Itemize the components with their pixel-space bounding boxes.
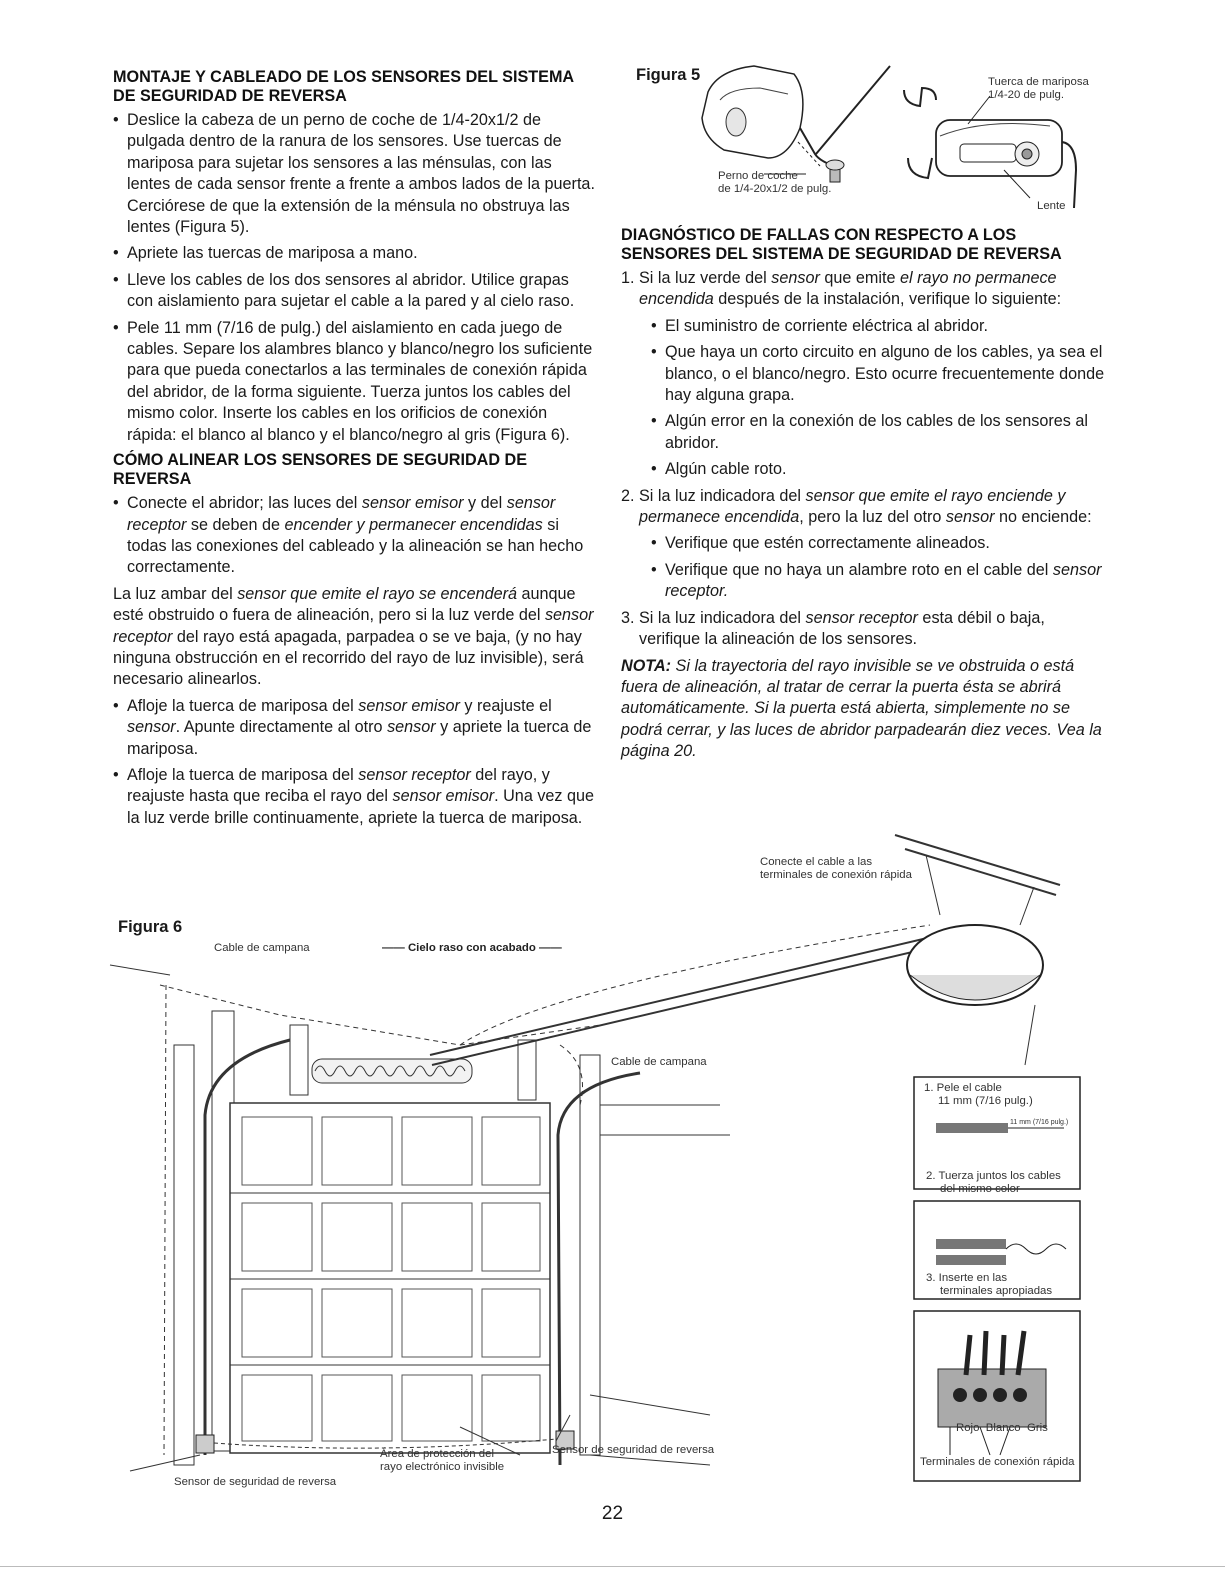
list-item: • Afloje la tuerca de mariposa del sensor emisor y reajuste el sensor. Apunte directamente al otro sensor y apriete la tuerca de mariposa. — [113, 696, 599, 760]
section-heading-mounting: MONTAJE Y CABLEADO DE LOS SENSORES DEL SISTEMA DE SEGURIDAD DE REVERSA — [113, 68, 574, 105]
list-item: • Pele 11 mm (7/16 de pulg.) del aislamiento en cada juego de cables. Separe los alambres blanco y blanco/negro los suficiente para que pueda conectarlos a las terminales de conexión rápida del abridor, de la forma siguiente. Tuerza juntos los cables del mismo color. Inserte los cables en los orificios de conexión rápida: el blanco al blanco y el blanco/negro al gris (Figura 6). — [113, 318, 599, 446]
page-number: 22 — [601, 1503, 624, 1524]
sensor-right-label: Sensor de seguridad de reversa — [552, 1444, 715, 1456]
align-paragraph: La luz ambar del sensor que emite el rayo se encenderá aunque esté obstruido o fuera de alineación, pero si la luz verde del sensor receptor del rayo está apagada, parpadea o se ve baja, (y no hay ninguna obstrucción en el recorrido del rayo de luz invisible), será necesario alinearlos. — [113, 584, 594, 689]
bell-wire-label-2: Cable de campana — [611, 1056, 707, 1068]
list-item: • Que haya un corto circuito en alguno de los cables, ya sea el blanco, o el blanco/negro. Esto ocurre frecuentemente donde hay alguna grapa. — [639, 342, 1109, 406]
note-paragraph: NOTA: Si la trayectoria del rayo invisible se ve obstruida o está fuera de alineación, al tratar de cerrar la puerta ésta se abrirá automáticamente. Si la puerta está abierta, simplemente no se podrá cerrar, y las luces de abridor parpadearán diez veces. Vea la página 20. — [621, 656, 1102, 761]
step-2-label: 2. Tuerza juntos los cables del mismo color — [926, 1170, 1061, 1195]
bell-wire-label-1: Cable de campana — [214, 942, 310, 954]
terminals-caption: Terminales de conexión rápida — [920, 1456, 1075, 1468]
step-3-label: 3. Inserte en las terminales apropiadas — [926, 1272, 1053, 1297]
connect-wire-label: Conecte el cable a las terminales de conexión rápida — [760, 856, 912, 881]
figure-6-illustration — [100, 815, 1100, 1495]
list-item: 2. Si la luz indicadora del sensor que emite el rayo enciende y permanece encendida, pero la luz del otro sensor no enciende: • Verifique que estén correctamente alineados. • Verifique que no haya un alambre roto en el cable del sensor receptor. — [621, 486, 1109, 603]
mounting-steps — [113, 110, 599, 446]
lens-label: Lente — [1037, 200, 1066, 212]
list-item: • Verifique que estén correctamente alineados. — [639, 533, 1109, 554]
list-item: 1. Si la luz verde del sensor que emite el rayo no permanece encendida después de la instalación, verifique lo siguiente: • El suministro de corriente eléctrica al abridor. • Que haya un corto circuito en alguno de los cables, ya sea el blanco, o el blanco/negro. Esto ocurre frecuentemente donde hay alguna grapa. • Algún error en la conexión de los cables de los sensores al abridor. • Algún cable roto. — [621, 268, 1109, 481]
figure-6-label: Figura 6 — [118, 918, 183, 936]
section-heading-diagnostics: DIAGNÓSTICO DE FALLAS CON RESPECTO A LOS SENSORES DEL SISTEMA DE SEGURIDAD DE REVERSA — [621, 226, 1062, 263]
right-column — [621, 226, 1109, 768]
left-column — [113, 68, 599, 834]
align-steps-a — [113, 493, 599, 579]
align-steps-b — [113, 696, 599, 829]
ceiling-label: —— Cielo raso con acabado —— — [382, 942, 562, 954]
page-bottom-rule — [0, 1566, 1225, 1567]
list-item: • Algún error en la conexión de los cables de los sensores al abridor. — [639, 411, 1109, 454]
protection-area-label: Área de protección del rayo electrónico invisible — [380, 1448, 505, 1473]
list-item: • Lleve los cables de los dos sensores al abridor. Utilice grapas con aislamiento para sujetar el cable a la pared y al cielo raso. — [113, 270, 599, 313]
wire-colors-label: Rojo Blanco Gris — [956, 1422, 1048, 1434]
step-1-label: 1. Pele el cable 11 mm (7/16 pulg.) — [924, 1082, 1033, 1107]
diagnostic-steps — [621, 268, 1109, 651]
wing-nut-label: Tuerca de mariposa 1/4-20 de pulg. — [988, 76, 1089, 101]
figure-5-label: Figura 5 — [636, 66, 701, 84]
list-item: • Algún cable roto. — [639, 459, 1109, 480]
section-heading-align: CÓMO ALINEAR LOS SENSORES DE SEGURIDAD DE REVERSA — [113, 451, 528, 488]
list-item: • Deslice la cabeza de un perno de coche de 1/4-20x1/2 de pulgada dentro de la ranura de los sensores. Use tuercas de mariposa para sujetar los sensores a las ménsulas, con las lentes de cada sensor frente a frente a ambos lados de la puerta. Cerciórese de que la extensión de la ménsula no obstruya las lentes (Figura 5). — [113, 110, 599, 238]
sensor-left-label: Sensor de seguridad de reversa — [174, 1476, 337, 1488]
list-item: • Apriete las tuercas de mariposa a mano. — [113, 243, 599, 264]
list-item: • Conecte el abridor; las luces del sensor emisor y del sensor receptor se deben de encender y permanecer encendidas si todas las conexiones del cableado y la alineación se han hecho correctamente. — [113, 493, 599, 579]
list-item: • Afloje la tuerca de mariposa del sensor receptor del rayo, y reajuste hasta que reciba el rayo del sensor emisor. Una vez que la luz verde brille continuamente, apriete la tuerca de mariposa. — [113, 765, 599, 829]
list-item: 3. Si la luz indicadora del sensor receptor esta débil o baja, verifique la alineación de los sensores. — [621, 608, 1045, 649]
list-item: • El suministro de corriente eléctrica al abridor. — [639, 316, 1109, 337]
list-item: • Verifique que no haya un alambre roto en el cable del sensor receptor. — [639, 560, 1109, 603]
carriage-bolt-label: Perno de coche de 1/4-20x1/2 de pulg. — [718, 170, 832, 195]
step-1-small-label: 11 mm (7/16 pulg.) — [1010, 1119, 1069, 1126]
